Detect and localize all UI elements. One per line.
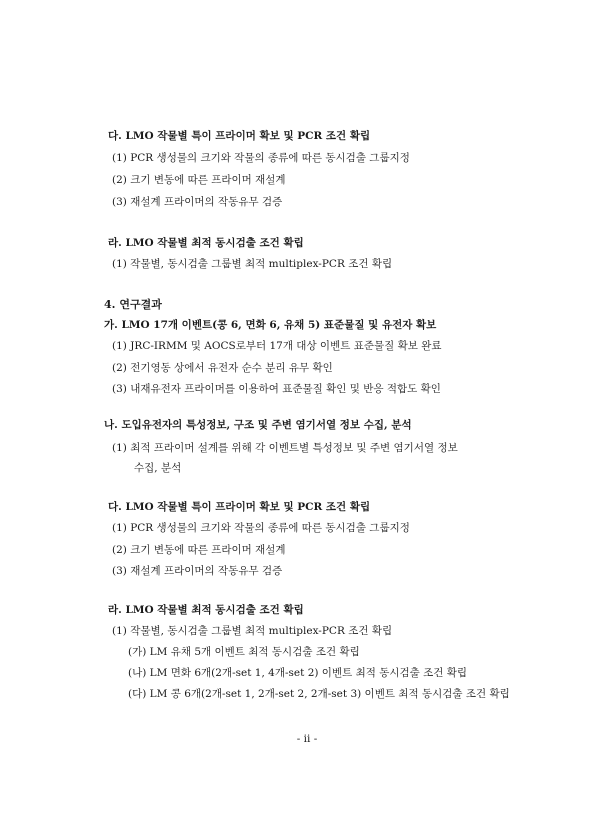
list-item: (2) 크기 변동에 따른 프라이머 재설계 bbox=[112, 544, 286, 556]
list-item: (1) 작물별, 동시검출 그룹별 최적 multiplex-PCR 조건 확립 bbox=[112, 258, 393, 270]
results-title: 4. 연구결과 bbox=[104, 298, 162, 311]
list-item: (1) 작물별, 동시검출 그룹별 최적 multiplex-PCR 조건 확립 bbox=[112, 625, 393, 637]
list-item: (3) 재설계 프라이머의 작동유무 검증 bbox=[112, 196, 283, 208]
list-item: (1) PCR 생성물의 크기와 작물의 종류에 따른 동시검출 그룹지정 bbox=[112, 152, 410, 164]
section-heading-primer: 다. LMO 작물별 특이 프라이머 확보 및 PCR 조건 확립 bbox=[108, 130, 371, 142]
sub-list-item: (가) LM 유채 5개 이벤트 최적 동시검출 조건 확립 bbox=[128, 646, 360, 658]
list-item-continuation: 수집, 분석 bbox=[134, 462, 182, 474]
list-item: (3) 내재유전자 프라이머를 이용하여 표준물질 확인 및 반응 적합도 확인 bbox=[112, 383, 441, 395]
sub-list-item: (다) LM 콩 6개(2개-set 1, 2개-set 2, 2개-set 3) 이벤트 최적 동시검출 조건 확립 bbox=[128, 688, 510, 700]
results-heading-da: 다. LMO 작물별 특이 프라이머 확보 및 PCR 조건 확립 bbox=[108, 501, 371, 513]
list-item: (3) 재설계 프라이머의 작동유무 검증 bbox=[112, 565, 283, 577]
list-item: (1) JRC-IRMM 및 AOCS로부터 17개 대상 이벤트 표준물질 확보 완료 bbox=[112, 340, 442, 352]
results-heading-ra: 라. LMO 작물별 최적 동시검출 조건 확립 bbox=[108, 604, 304, 616]
list-item: (1) 최적 프라이머 설계를 위해 각 이벤트별 특성정보 및 주변 염기서열 정보 bbox=[112, 442, 458, 454]
results-heading-na: 나. 도입유전자의 특성정보, 구조 및 주변 염기서열 정보 수집, 분석 bbox=[104, 419, 412, 431]
list-item: (2) 전기영동 상에서 유전자 순수 분리 유무 확인 bbox=[112, 362, 333, 374]
page-number: - ii - bbox=[296, 733, 318, 745]
list-item: (2) 크기 변동에 따른 프라이머 재설계 bbox=[112, 174, 286, 186]
list-item: (1) PCR 생성물의 크기와 작물의 종류에 따른 동시검출 그룹지정 bbox=[112, 522, 410, 534]
results-heading-ga: 가. LMO 17개 이벤트(콩 6, 면화 6, 유채 5) 표준물질 및 유전자 확보 bbox=[104, 319, 437, 331]
sub-list-item: (나) LM 면화 6개(2개-set 1, 4개-set 2) 이벤트 최적 동시검출 조건 확립 bbox=[128, 667, 468, 679]
section-heading-multiplex: 라. LMO 작물별 최적 동시검출 조건 확립 bbox=[108, 237, 304, 249]
